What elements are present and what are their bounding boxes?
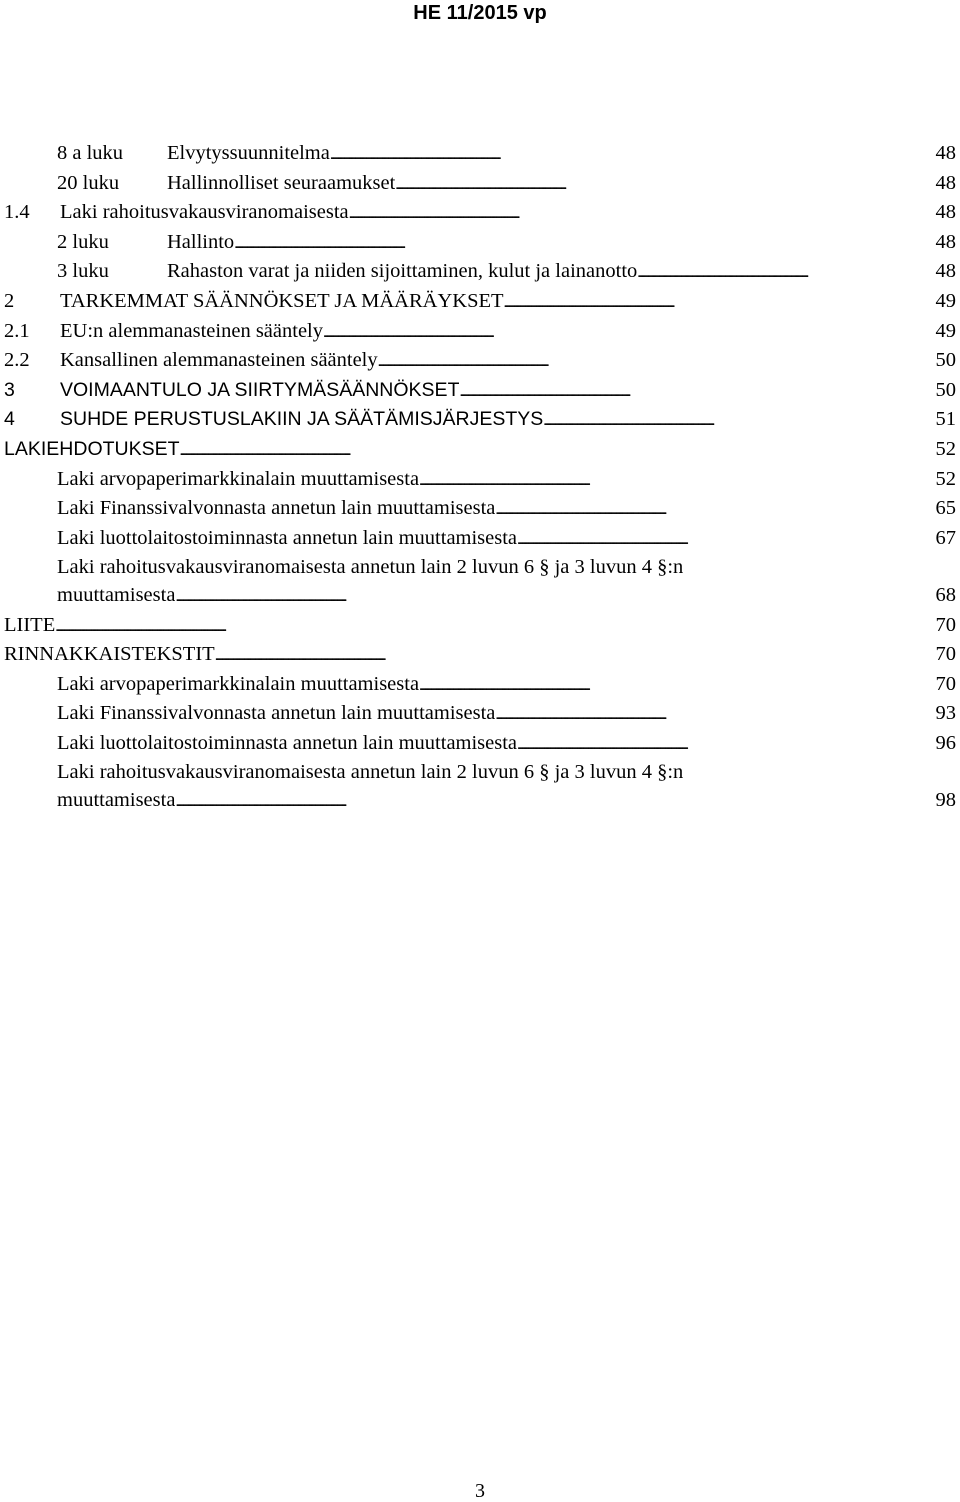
dot-leader <box>495 495 934 525</box>
dot-leader <box>55 612 934 642</box>
toc-entry-number: 2.1 <box>4 319 30 342</box>
toc-entry[interactable] <box>0 258 956 288</box>
toc-entry-title: Hallinto <box>167 230 235 253</box>
toc-entry-title: RINNAKKAISTEKSTIT <box>4 643 215 666</box>
dot-leader <box>517 525 934 555</box>
toc-entry-page: 70 <box>935 672 956 695</box>
toc-entry-number: 8 a luku <box>57 142 124 164</box>
toc-entry-title: Elvytyssuunnitelma <box>167 142 330 164</box>
toc-entry-number: 3 <box>4 378 15 401</box>
toc-entry-page: 48 <box>935 142 956 164</box>
toc-entry-title: LAKIEHDOTUKSET <box>4 437 180 460</box>
toc-entry-page: 93 <box>935 702 956 725</box>
toc-entry-page: 52 <box>935 467 956 490</box>
toc-entry-title: Laki luottolaitostoiminnasta annetun lain muuttamisesta <box>57 731 518 754</box>
toc-entry-page: 50 <box>935 378 956 401</box>
document-header: HE 11/2015 vp <box>413 2 547 24</box>
toc-entry-page: 65 <box>935 497 956 520</box>
toc-entry-title: Laki arvopaperimarkkinalain muuttamisesta <box>57 467 420 490</box>
toc-entry-page: 96 <box>935 731 956 754</box>
dot-leader <box>330 140 935 170</box>
toc-entry-page: 70 <box>935 613 956 636</box>
dot-leader <box>215 641 935 671</box>
toc-entry[interactable] <box>0 347 956 377</box>
toc-entry[interactable] <box>0 612 956 642</box>
page-number: 3 <box>475 1480 485 1502</box>
toc-entry-page: 48 <box>935 260 956 283</box>
toc-entry[interactable] <box>0 406 956 436</box>
toc-entry[interactable] <box>0 671 956 701</box>
toc-entry-page: 52 <box>935 437 956 460</box>
dot-leader <box>323 318 935 348</box>
toc-entry-number: 2.2 <box>4 349 30 372</box>
toc-entry[interactable] <box>0 641 956 671</box>
toc-entry-number: 2 <box>4 289 15 312</box>
toc-entry-title: muuttamisesta <box>57 583 176 606</box>
toc-entry[interactable] <box>0 700 956 730</box>
dot-leader <box>459 377 934 407</box>
toc-entry[interactable] <box>0 466 956 496</box>
toc-entry-title: SUHDE PERUSTUSLAKIIN JA SÄÄTÄMISJÄRJESTYS <box>60 408 544 431</box>
toc-entry-page: 68 <box>935 583 956 606</box>
toc-entry[interactable] <box>0 730 956 760</box>
dot-leader <box>349 199 935 229</box>
dot-leader <box>637 258 934 288</box>
toc-entry-page: 51 <box>935 408 956 431</box>
toc-entry-title: Hallinnolliset seuraamukset <box>167 171 396 194</box>
toc-entry-page: 48 <box>935 230 956 253</box>
toc-entry-title: Laki Finanssivalvonnasta annetun lain muuttamisesta <box>57 497 496 520</box>
toc-entry-page: 49 <box>935 289 956 312</box>
toc-entry-title: muuttamisesta <box>57 789 176 812</box>
dot-leader <box>504 288 935 318</box>
toc-entry-page: 98 <box>935 789 956 812</box>
toc-entry-number: 20 luku <box>57 171 120 194</box>
toc-entry[interactable] <box>0 199 956 229</box>
toc-entry-title-line1: Laki rahoitusvakausviranomaisesta annetun lain 2 luvun 6 § ja 3 luvun 4 §:n <box>57 761 684 784</box>
toc-entry-page: 50 <box>935 349 956 372</box>
toc-entry[interactable] <box>0 525 956 555</box>
dot-leader <box>395 170 934 200</box>
toc-entry[interactable] <box>0 495 956 525</box>
toc-entry-title: Laki arvopaperimarkkinalain muuttamisesta <box>57 672 420 695</box>
dot-leader <box>180 436 935 466</box>
dot-leader <box>378 347 935 377</box>
toc-entry-number: 3 luku <box>57 260 109 283</box>
toc-entry-title: TARKEMMAT SÄÄNNÖKSET JA MÄÄRÄYKSET <box>60 289 504 312</box>
toc-entry-number: 4 <box>4 408 15 431</box>
toc-entry-title: VOIMAANTULO JA SIIRTYMÄSÄÄNNÖKSET <box>60 378 460 401</box>
toc-entry[interactable] <box>0 170 956 200</box>
toc-entry-title: EU:n alemmanasteinen sääntely <box>60 319 323 342</box>
toc-entry[interactable] <box>0 554 956 611</box>
dot-leader <box>175 582 934 612</box>
toc-entry-number: 2 luku <box>57 230 109 253</box>
toc-entry[interactable] <box>0 436 956 466</box>
toc-entry-title: Laki rahoitusvakausviranomaisesta <box>60 201 349 224</box>
toc-entry-title: Rahaston varat ja niiden sijoittaminen, kulut ja lainanotto <box>167 260 638 283</box>
dot-leader <box>543 406 934 436</box>
toc-entry-title: Kansallinen alemmanasteinen sääntely <box>60 349 378 372</box>
toc-entry[interactable] <box>0 229 956 259</box>
toc-entry-page: 67 <box>935 526 956 549</box>
toc-entry-page: 49 <box>935 319 956 342</box>
toc-entry-page: 48 <box>935 171 956 194</box>
dot-leader <box>175 787 934 817</box>
toc-entry-number: 1.4 <box>4 201 30 224</box>
toc-entry[interactable] <box>0 759 956 816</box>
toc-entry-title: LIITE <box>4 613 56 636</box>
toc-entry-page: 48 <box>935 201 956 224</box>
dot-leader <box>517 730 934 760</box>
toc-entry-page: 70 <box>935 643 956 666</box>
dot-leader <box>495 700 934 730</box>
dot-leader <box>234 229 934 259</box>
toc-entry[interactable] <box>0 288 956 318</box>
table-of-contents <box>0 140 956 817</box>
toc-entry[interactable] <box>0 318 956 348</box>
toc-entry-title-line1: Laki rahoitusvakausviranomaisesta annetun lain 2 luvun 6 § ja 3 luvun 4 §:n <box>57 556 684 579</box>
toc-entry[interactable] <box>0 140 956 170</box>
dot-leader <box>419 466 934 496</box>
toc-entry-title: Laki luottolaitostoiminnasta annetun lain muuttamisesta <box>57 526 518 549</box>
toc-entry[interactable] <box>0 377 956 407</box>
toc-entry-title: Laki Finanssivalvonnasta annetun lain muuttamisesta <box>57 702 496 725</box>
dot-leader <box>419 671 934 701</box>
